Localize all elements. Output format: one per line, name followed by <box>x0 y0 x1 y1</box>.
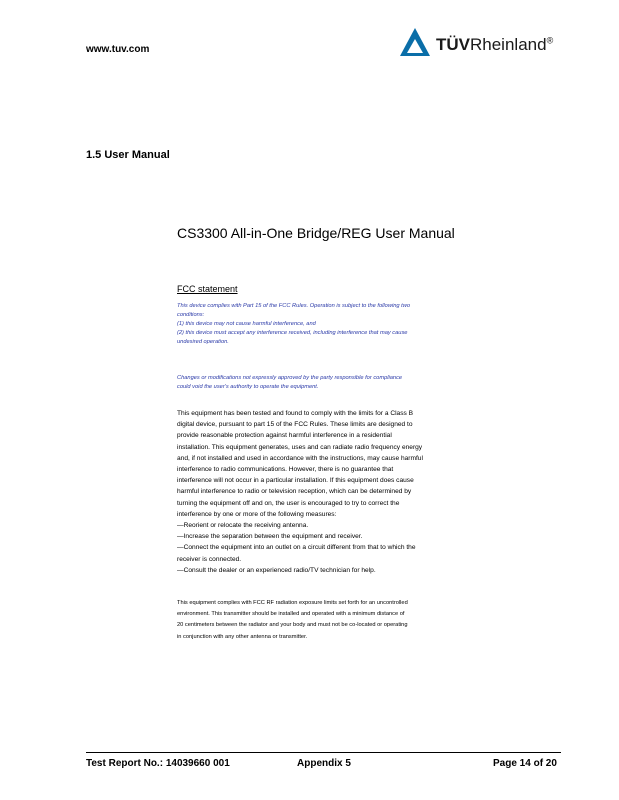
logo-wordmark <box>436 35 553 55</box>
body-line: —Increase the separation between the equipment and receiver. <box>177 533 363 541</box>
notice-line: undesired operation. <box>177 339 229 345</box>
logo-text-regular: Rheinland <box>470 35 547 54</box>
footer-appendix: Appendix 5 <box>297 758 351 769</box>
fcc-statement-heading: FCC statement <box>177 284 238 294</box>
class-b-statement <box>177 408 467 576</box>
body-line: —Reorient or relocate the receiving antenna. <box>177 522 309 530</box>
rf-line: in conjunction with any other antenna or transmitter. <box>177 633 308 640</box>
footer-report-number: Test Report No.: 14039660 001 <box>86 758 230 769</box>
body-line: interference by one or more of the following measures: <box>177 510 337 518</box>
fcc-notice <box>177 302 467 347</box>
notice-line: (1) this device may not cause harmful interference, and <box>177 321 316 327</box>
body-line: interference will not occur in a particular installation. If this equipment does cause <box>177 477 414 485</box>
rf-exposure-statement <box>177 598 467 643</box>
notice-line: (2) this device must accept any interference received, including interference that may cause <box>177 330 408 336</box>
changes-line: Changes or modifications not expressly approved by the party responsible for compliance <box>177 375 403 381</box>
triangle-logo-icon <box>398 26 432 60</box>
header-url: www.tuv.com <box>86 44 150 55</box>
body-line: and, if not installed and used in accordance with the instructions, may cause harmful <box>177 454 423 462</box>
logo-text-bold: TÜV <box>436 35 470 54</box>
body-line: —Connect the equipment into an outlet on a circuit different from that to which the <box>177 544 416 552</box>
body-line: digital device, pursuant to part 15 of the FCC Rules. These limits are designed to <box>177 421 413 429</box>
body-line: installation. This equipment generates, uses and can radiate radio frequency energy <box>177 443 423 451</box>
section-heading: 1.5 User Manual <box>86 149 170 161</box>
manual-title: CS3300 All-in-One Bridge/REG User Manual <box>177 225 455 241</box>
body-line: harmful interference to radio or television reception, which can be determined by <box>177 488 412 496</box>
rf-line: environment. This transmitter should be installed and operated with a minimum distance of <box>177 611 405 618</box>
notice-line: conditions: <box>177 312 205 318</box>
notice-line: This device complies with Part 15 of the FCC Rules. Operation is subject to the following two <box>177 303 410 309</box>
body-line: This equipment has been tested and found to comply with the limits for a Class B <box>177 410 414 417</box>
footer-divider <box>86 752 561 753</box>
body-line: receiver is connected. <box>177 555 242 563</box>
rf-line: 20 centimeters between the radiator and your body and must not be co-located or operating <box>177 622 408 629</box>
body-line: provide reasonable protection against harmful interference in a residential <box>177 432 392 440</box>
changes-notice <box>177 374 467 392</box>
body-line: interference to radio communications. However, there is no guarantee that <box>177 466 394 474</box>
changes-line: could void the user's authority to operate the equipment. <box>177 384 319 390</box>
body-line: —Consult the dealer or an experienced radio/TV technician for help. <box>177 566 376 574</box>
registered-mark: ® <box>546 35 554 46</box>
tuv-rheinland-logo <box>398 26 568 60</box>
footer-page-number: Page 14 of 20 <box>493 758 557 769</box>
body-line: turning the equipment off and on, the user is encouraged to try to correct the <box>177 499 400 507</box>
rf-line: This equipment complies with FCC RF radiation exposure limits set forth for an uncontrolled <box>177 600 408 606</box>
